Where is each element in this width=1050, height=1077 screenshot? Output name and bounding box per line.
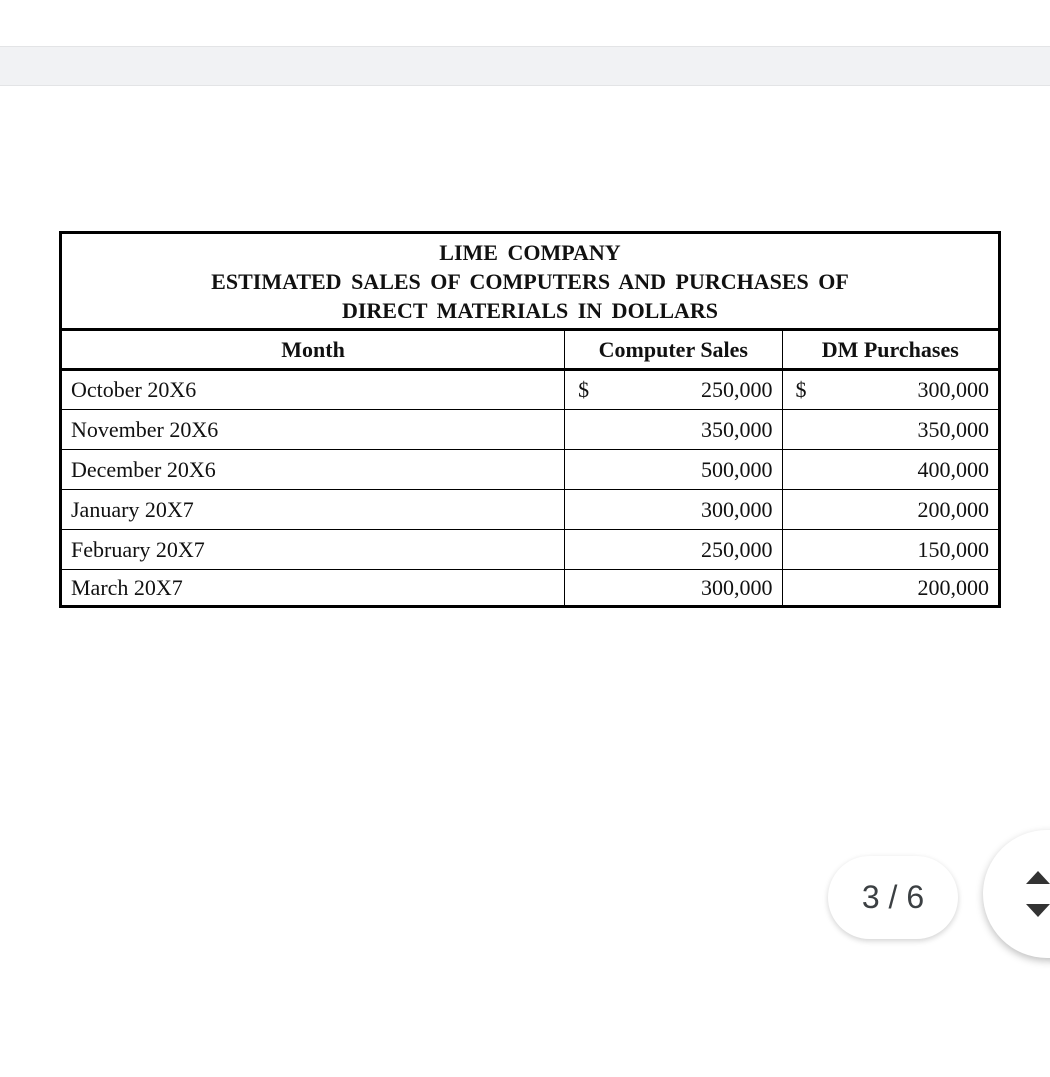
computer-sales-value: 300,000 [701, 574, 773, 600]
month-cell: February 20X7 [61, 530, 565, 570]
viewer-toolbar [0, 46, 1050, 86]
dm-purchases-cell [782, 410, 999, 450]
table-row [61, 370, 1000, 410]
currency-symbol: $ [795, 377, 807, 402]
dm-purchases-value: 300,000 [917, 377, 989, 402]
table-row [61, 490, 1000, 530]
computer-sales-cell [565, 570, 782, 607]
table-row [61, 450, 1000, 490]
computer-sales-cell [565, 490, 782, 530]
dm-purchases-cell [782, 490, 999, 530]
table-title [61, 233, 1000, 330]
column-header-month: Month [61, 330, 565, 370]
computer-sales-cell [565, 410, 782, 450]
dm-purchases-value: 200,000 [917, 574, 989, 600]
column-header-computer-sales: Computer Sales [565, 330, 782, 370]
dm-purchases-value: 400,000 [917, 456, 989, 482]
computer-sales-value: 250,000 [701, 377, 773, 402]
dm-purchases-cell [782, 530, 999, 570]
computer-sales-value: 300,000 [701, 496, 773, 522]
sales-purchases-table [59, 231, 1001, 608]
dm-purchases-cell [782, 370, 999, 410]
table-row [61, 530, 1000, 570]
computer-sales-value: 350,000 [701, 416, 773, 442]
table-title-line-3: DIRECT MATERIALS IN DOLLARS [341, 298, 719, 323]
table-title-line-2: ESTIMATED SALES OF COMPUTERS AND PURCHASES OF [211, 269, 849, 294]
page-scroll-button[interactable] [983, 830, 1050, 958]
currency-symbol: $ [578, 377, 590, 402]
triangle-down-icon[interactable] [1026, 904, 1050, 917]
dm-purchases-value: 200,000 [917, 496, 989, 522]
month-cell: October 20X6 [61, 370, 565, 410]
table-row [61, 410, 1000, 450]
computer-sales-cell [565, 450, 782, 490]
dm-purchases-value: 150,000 [917, 536, 989, 562]
month-cell: March 20X7 [61, 570, 565, 607]
computer-sales-value: 500,000 [701, 456, 773, 482]
computer-sales-cell [565, 530, 782, 570]
page-indicator: 3 / 6 [828, 856, 958, 939]
month-cell: December 20X6 [61, 450, 565, 490]
dm-purchases-cell [782, 450, 999, 490]
column-header-dm-purchases: DM Purchases [782, 330, 999, 370]
month-cell: January 20X7 [61, 490, 565, 530]
computer-sales-value: 250,000 [701, 536, 773, 562]
computer-sales-cell [565, 370, 782, 410]
month-cell: November 20X6 [61, 410, 565, 450]
table-row [61, 570, 1000, 607]
company-name: LIME COMPANY [439, 240, 621, 265]
triangle-up-icon[interactable] [1026, 871, 1050, 884]
dm-purchases-value: 350,000 [917, 416, 989, 442]
dm-purchases-cell [782, 570, 999, 607]
